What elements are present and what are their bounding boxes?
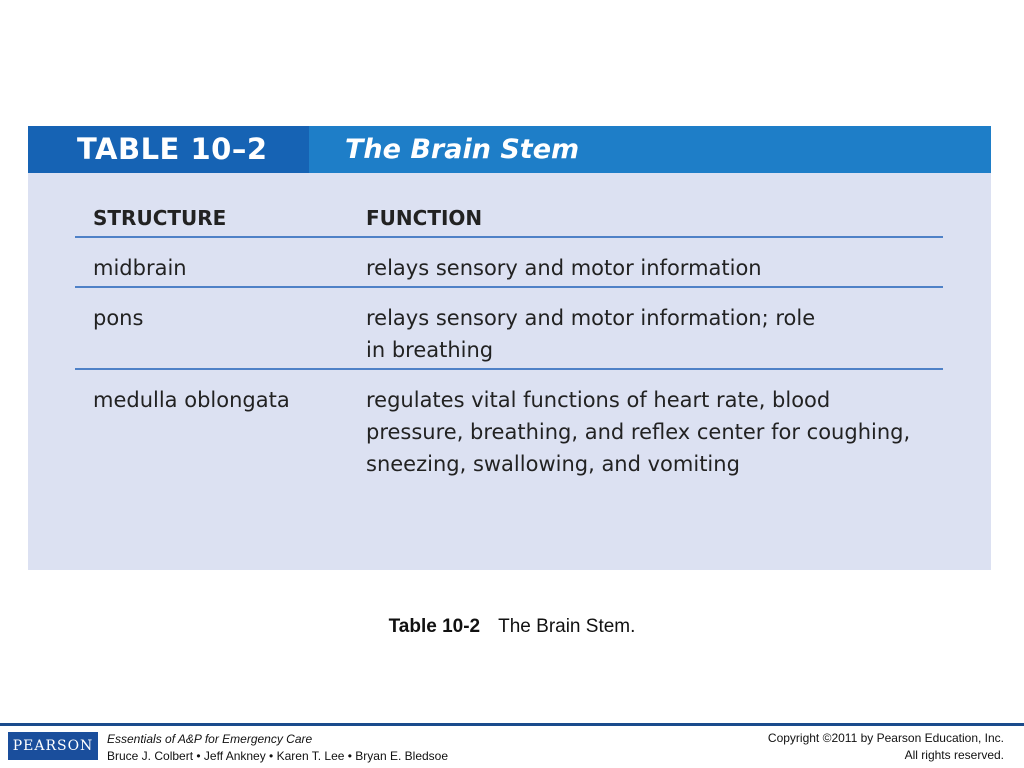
structure-cell: midbrain: [93, 256, 187, 280]
structure-column-header: STRUCTURE: [93, 206, 227, 230]
caption-text: The Brain Stem.: [498, 616, 636, 637]
table-number: TABLE 10–2: [28, 126, 309, 173]
function-cell: [366, 238, 936, 284]
pearson-logo: PEARSON: [8, 732, 98, 760]
table-title: The Brain Stem: [345, 134, 580, 165]
table-grid: [75, 198, 943, 490]
rights-line: All rights reserved.: [904, 748, 1004, 762]
panel-edge-notch: [991, 214, 995, 396]
caption-label: Table 10-2: [388, 616, 481, 637]
function-line: in breathing: [366, 338, 494, 362]
table-row: [75, 370, 943, 490]
function-cell: [366, 370, 936, 480]
table-header-bar: [28, 126, 991, 173]
function-column-header: FUNCTION: [366, 206, 483, 230]
structure-cell: medulla oblongata: [93, 388, 290, 412]
function-line: regulates vital functions of heart rate, blood: [366, 388, 831, 412]
footer: [0, 726, 1024, 768]
function-line: sneezing, swallowing, and vomiting: [366, 452, 740, 476]
function-line: pressure, breathing, and reflex center for coughing,: [366, 420, 911, 444]
function-cell: [366, 288, 936, 366]
copyright-notice: [768, 730, 1004, 764]
table-header-row: [75, 198, 943, 238]
function-line: relays sensory and motor information; role: [366, 306, 816, 330]
book-title: Essentials of A&P for Emergency Care: [107, 732, 313, 746]
function-line: relays sensory and motor information: [366, 256, 762, 280]
table-row: [75, 288, 943, 370]
copyright-line: Copyright ©2011 by Pearson Education, Inc.: [767, 731, 1004, 745]
structure-cell: pons: [93, 306, 144, 330]
brain-stem-table: [28, 126, 991, 570]
table-caption: [0, 616, 1024, 638]
book-authors: Bruce J. Colbert • Jeff Ankney • Karen T. Lee • Bryan E. Bledsoe: [107, 749, 449, 763]
table-row: [75, 238, 943, 288]
